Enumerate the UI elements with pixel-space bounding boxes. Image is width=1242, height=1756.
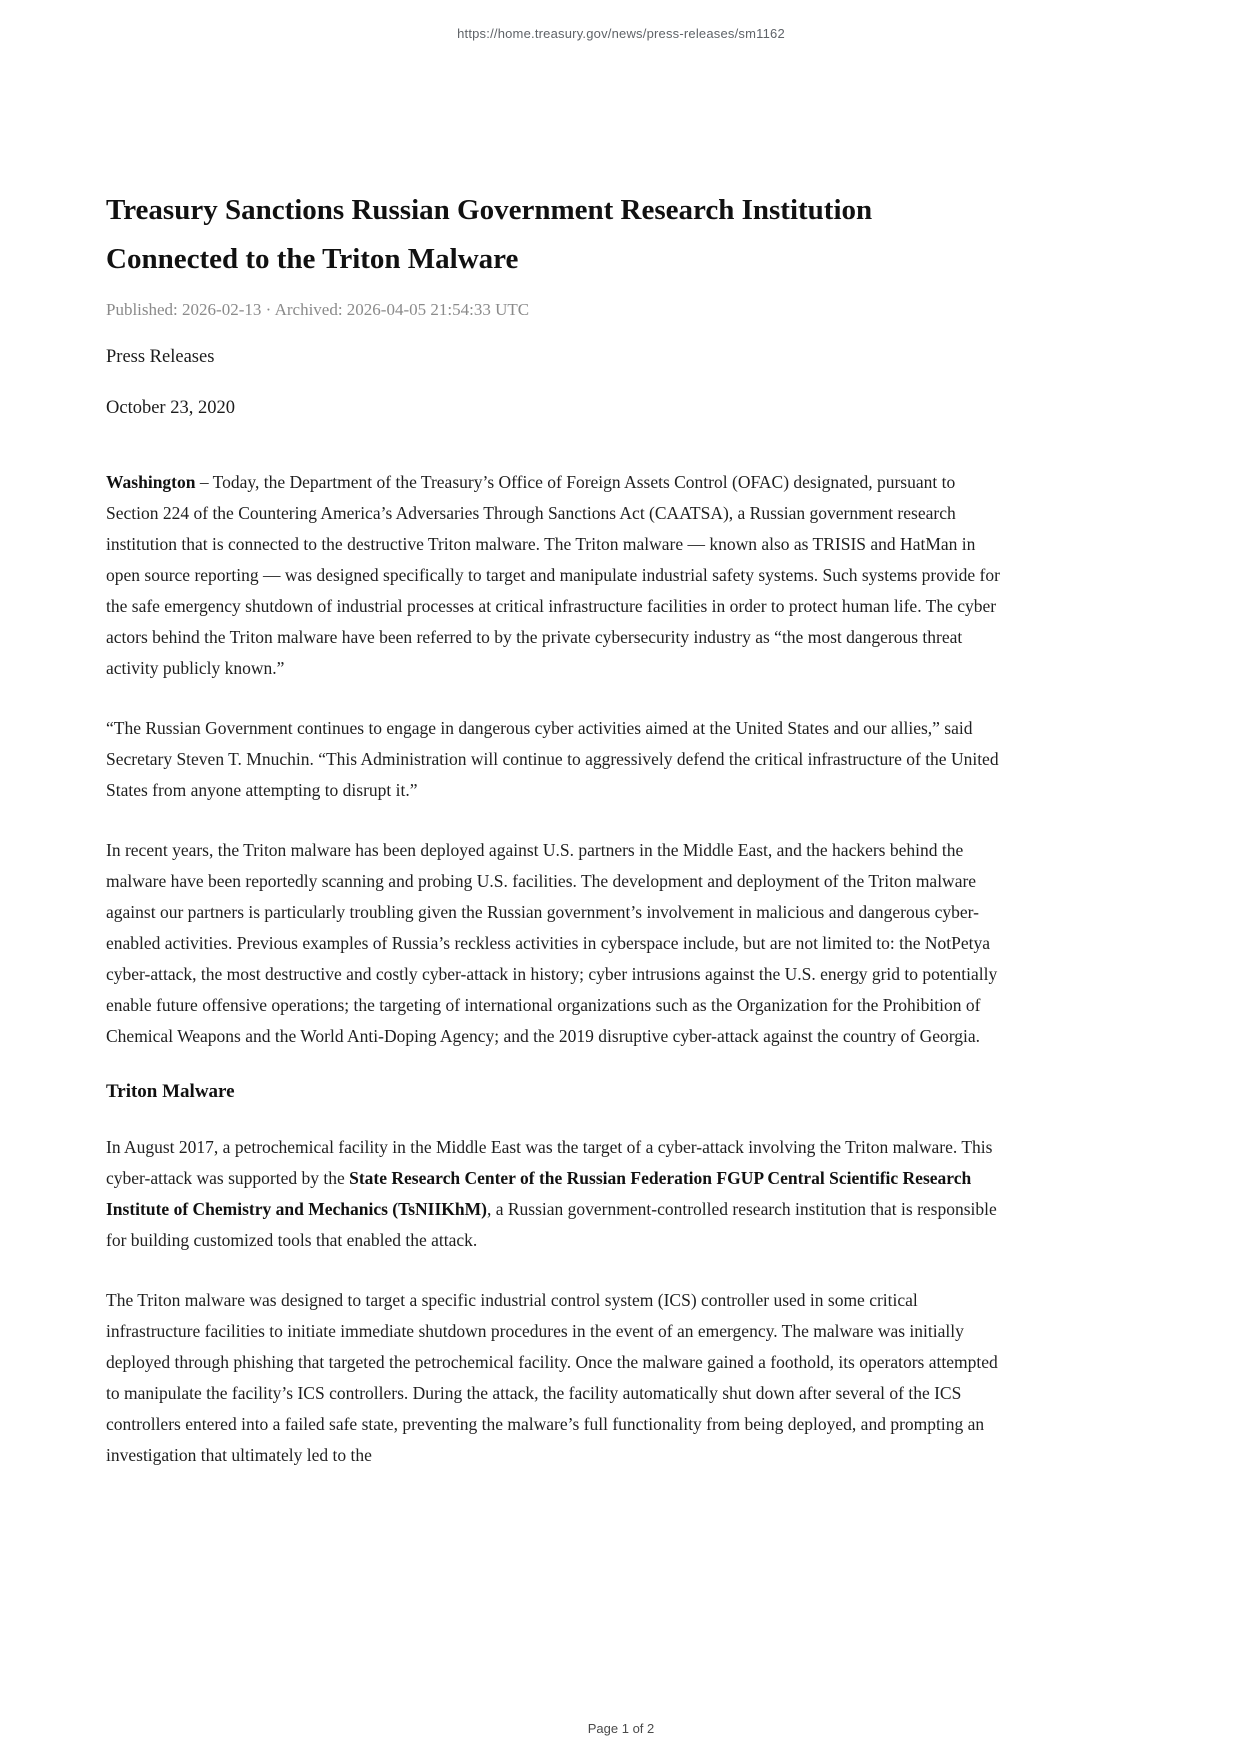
dateline-bold: Washington	[106, 472, 196, 492]
paragraph-quote	[106, 713, 1006, 806]
paragraph-text: – Today, the Department of the Treasury’s Office of Foreign Assets Control (OFAC) designated, pursuant to Section 224 of the Countering America’s Adversaries Through Sanctions Act (CAATSA), a Russian government research institution that is connected to the destructive Triton malware. The Triton malware — known also as TRISIS and HatMan in open source reporting — was designed specifically to target and manipulate industrial safety systems. Such systems provide for the safe emergency shutdown of industrial processes at critical infrastructure facilities in order to protect human life. The cyber actors behind the Triton malware have been referred to by the private cybersecurity industry as “the most dangerous threat activity publicly known.”	[106, 472, 1000, 678]
paragraph-text: In August 2017, a petrochemical facility in the Middle East was the target of a cyber-attack involving the Triton malware. This cyber-attack was supported by the	[106, 1137, 993, 1188]
paragraph-malware-design	[106, 1285, 1006, 1471]
archive-url: https://home.treasury.gov/news/press-releases/sm1162	[457, 26, 785, 41]
paragraph-text: “The Russian Government continues to engage in dangerous cyber activities aimed at the United States and our allies,” said Secretary Steven T. Mnuchin. “This Administration will continue to aggressively defend the critical infrastructure of the United States from anyone attempting to disrupt it.”	[106, 718, 999, 800]
paragraph-august-2017	[106, 1132, 1006, 1256]
paragraph-text: In recent years, the Triton malware has been deployed against U.S. partners in the Middle East, and the hackers behind the malware have been reportedly scanning and probing U.S. facilities. The development and deployment of the Triton malware against our partners is particularly troubling given the Russian government’s involvement in malicious and dangerous cyber-enabled activities. Previous examples of Russia’s reckless activities in cyberspace include, but are not limited to: the NotPetya cyber-attack, the most destructive and costly cyber-attack in history; cyber intrusions against the U.S. energy grid to potentially enable future offensive operations; the targeting of international organizations such as the Organization for the Prohibition of Chemical Weapons and the World Anti-Doping Agency; and the 2019 disruptive cyber-attack against the country of Georgia.	[106, 840, 998, 1046]
paragraph-text: , a Russian government-controlled research institution that is responsible for building customized tools that enabled the attack.	[106, 1199, 997, 1250]
paragraph-recent-years	[106, 835, 1006, 1052]
publish-archive-meta: Published: 2026-02-13 · Archived: 2026-04-05 21:54:33 UTC	[106, 300, 530, 319]
institution-name-bold: State Research Center of the Russian Federation FGUP Central Scientific Research Institute of Chemistry and Mechanics (TsNIIKhM)	[106, 1168, 972, 1219]
press-release-article	[106, 186, 1006, 1500]
paragraph-text: The Triton malware was designed to target a specific industrial control system (ICS) controller used in some critical infrastructure facilities to initiate immediate shutdown procedures in the event of an emergency. The malware was initially deployed through phishing that targeted the petrochemical facility. Once the malware gained a foothold, its operators attempted to manipulate the facility’s ICS controllers. During the attack, the facility automatically shut down after several of the ICS controllers entered into a failed safe state, preventing the malware’s full functionality from being deployed, and prompting an investigation that ultimately led to the	[106, 1290, 998, 1465]
section-heading-triton-malware: Triton Malware	[106, 1081, 235, 1102]
page-number: Page 1 of 2	[587, 1721, 655, 1736]
article-category: Press Releases	[106, 347, 215, 367]
paragraph-dateline	[106, 467, 1006, 684]
article-title: Treasury Sanctions Russian Government Research Institution Connected to the Triton Malware	[106, 194, 873, 275]
article-date: October 23, 2020	[106, 398, 235, 418]
